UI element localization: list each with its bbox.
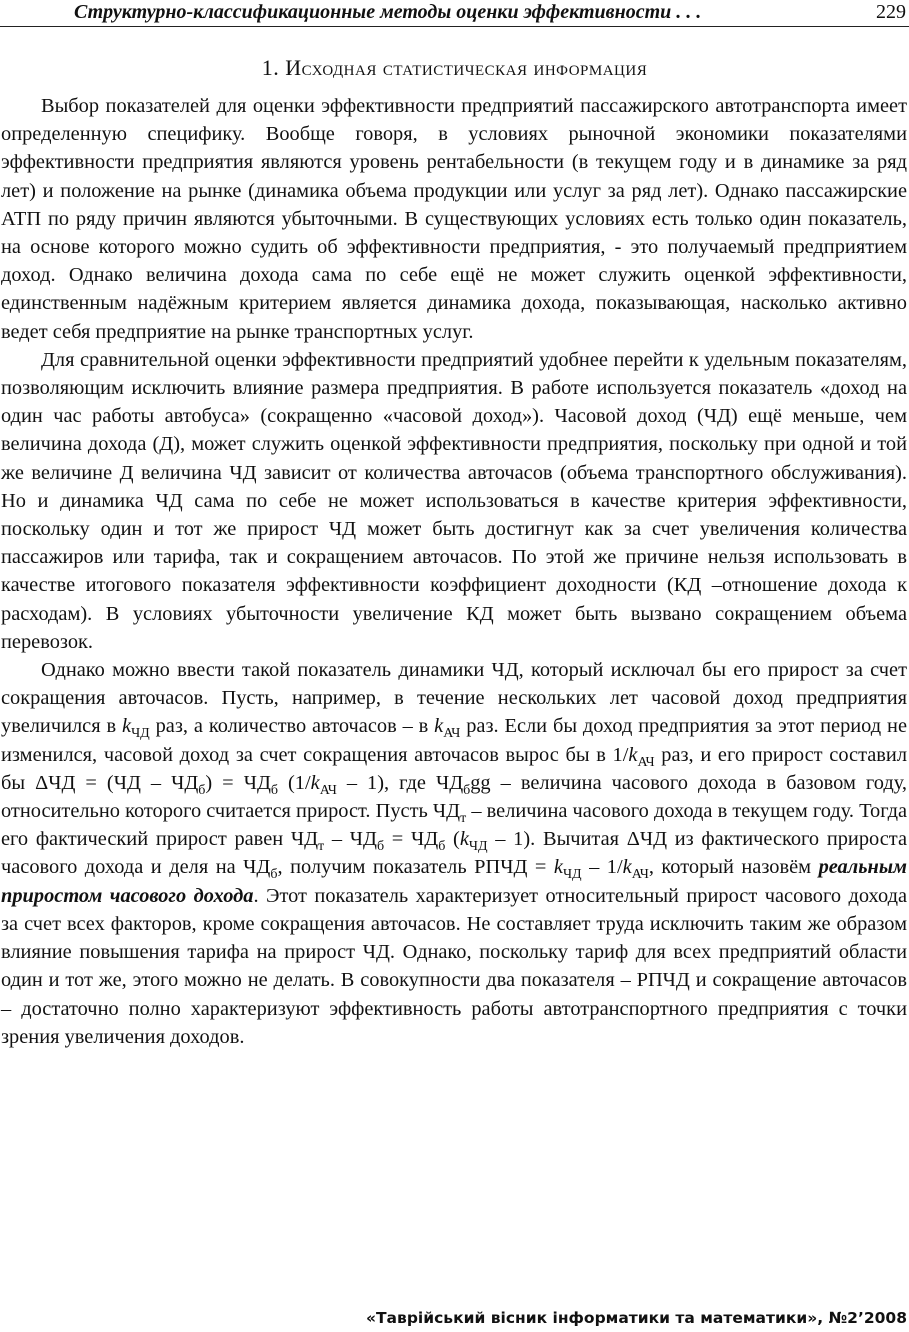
paragraph-1: Выбор показателей для оценки эффективности предприятий пассажирского автотранспорта имеет определенную специфику. Вообще говоря, в условиях рыночной экономики показателями эффективности предприятия являются уровень рентабельности (в текущем году и в динамике за ряд лет) и положение на рынке (динамика объема продукции или услуг за ряд лет). Однако пассажирские АТП по ряду причин являются убыточными. В существующих условиях есть только один показатель, на основе которого можно судить об эффективности предприятия, - это получаемый предприятием доход. Однако величина дохода сама по себе ещё не может служить оценкой эффективности, единственным надёжным критерием является динамика дохода, показывающая, насколько активно ведет себя предприятие на рынке транспортных услуг. bbox=[1, 95, 907, 343]
subscript: б bbox=[463, 782, 471, 798]
text-run: – величина часового дохода в текущем году. Тогда его фактический прирост равен ЧД bbox=[1, 800, 907, 851]
math-k: k bbox=[122, 715, 132, 738]
section-heading bbox=[0, 55, 909, 81]
text-run: , который назовём bbox=[648, 856, 819, 879]
text-run: . Этот показатель характеризует относительный прирост часового дохода за счет всех факторов, кроме сокращения авточасов. Не составляет труда исключить таким же образом влияние повышения тарифа на прирост ЧД. Однако, поскольку тариф для всех предприятий области один и тот же, этого можно не делать. В совокупности два показателя – РПЧД и сокращение авточасов – достаточно полно характеризуют эффективность работы автотранспортного предприятия с точки зрения увеличения доходов. bbox=[1, 884, 907, 1048]
math-k: k bbox=[553, 856, 563, 879]
text-run: – ЧД bbox=[324, 828, 377, 851]
subscript: б bbox=[438, 839, 446, 855]
journal-footer: «Таврійський вісник інформатики та математики», №2’2008 bbox=[365, 1309, 907, 1327]
subscript: б bbox=[270, 867, 278, 883]
subscript: АЧ bbox=[319, 782, 337, 798]
subscript: т bbox=[318, 839, 325, 855]
section-number: 1. bbox=[261, 55, 280, 80]
text-run: gg – величина часового дохода в базовом году, относительно которого считается прирост. Пусть ЧД bbox=[1, 771, 907, 823]
text-run: раз, и его прирост составил бы ΔЧД = (ЧД – ЧД bbox=[1, 743, 907, 794]
text-run: = ЧД bbox=[384, 828, 439, 851]
text-run: – 1). Вычитая ΔЧД из фактического прироста часового дохода и деля на ЧД bbox=[1, 828, 908, 879]
subscript: АЧ bbox=[637, 754, 655, 770]
running-title: Структурно-классификационные методы оценки эффективности . . . bbox=[74, 1, 702, 23]
paragraph-3 bbox=[1, 656, 907, 1051]
subscript: б bbox=[198, 782, 206, 798]
body-text bbox=[1, 92, 907, 1051]
text-run: ) = ЧД bbox=[205, 771, 271, 794]
math-k: k bbox=[459, 828, 469, 851]
text-run: (1/ bbox=[278, 771, 311, 794]
math-k: k bbox=[434, 715, 444, 738]
paragraph-2: Для сравнительной оценки эффективности предприятий удобнее перейти к удельным показателям, позволяющим исключить влияние размера предприятия. В работе используется показатель «доход на один час работы автобуса» (сокращенно «часовой доход»). Часовой доход (ЧД) ещё меньше, чем величина дохода (Д), может служить оценкой эффективности предприятия, поскольку при одной и той же величине Д величина ЧД зависит от количества авточасов (объема транспортного обслуживания). Но и динамика ЧД сама по себе не может использоваться в качестве критерия эффективности, поскольку один и тот же прирост ЧД может быть достигнут как за счет увеличения количества пассажиров или тарифа, так и сокращением авточасов. По этой же причине нельзя использовать в качестве итогового показателя эффективности коэффициент доходности (КД –отношение дохода к расходам). В условиях убыточности увеличение КД может быть вызвано сокращением объема перевозок. bbox=[1, 348, 907, 653]
subscript: т bbox=[460, 811, 467, 827]
text-run: , получим показатель РПЧД = bbox=[277, 856, 554, 879]
emphasized-term: реальным приростом часового дохода bbox=[1, 856, 907, 907]
math-k: k bbox=[622, 856, 632, 879]
subscript: АЧ bbox=[443, 726, 461, 742]
subscript: ЧД bbox=[468, 839, 488, 855]
math-k: k bbox=[310, 771, 320, 794]
text-run: Однако можно ввести такой показатель динамики ЧД, который исключал бы его прирост за счет сокращения авточасов. Пусть, например, в течение нескольких лет часовой доход предприятия увеличился в bbox=[1, 659, 907, 738]
page-number: 229 bbox=[876, 1, 906, 23]
subscript: б bbox=[376, 839, 385, 855]
text-run: раз, а количество авточасов – в bbox=[149, 715, 435, 738]
subscript: АЧ bbox=[631, 867, 649, 883]
section-title: Исходная статистическая информация bbox=[285, 55, 648, 80]
text-run: раз. Если бы доход предприятия за этот период не изменился, часовой доход за счет сокращения авточасов вырос бы в 1/ bbox=[1, 715, 907, 766]
math-k: k bbox=[628, 743, 638, 766]
subscript: ЧД bbox=[562, 867, 582, 883]
subscript: б bbox=[270, 782, 278, 798]
text-run: – 1/ bbox=[581, 856, 623, 879]
subscript: ЧД bbox=[131, 726, 150, 742]
running-header bbox=[0, 0, 909, 27]
text-run: ( bbox=[445, 828, 460, 851]
text-run: – 1), где ЧД bbox=[336, 771, 464, 794]
